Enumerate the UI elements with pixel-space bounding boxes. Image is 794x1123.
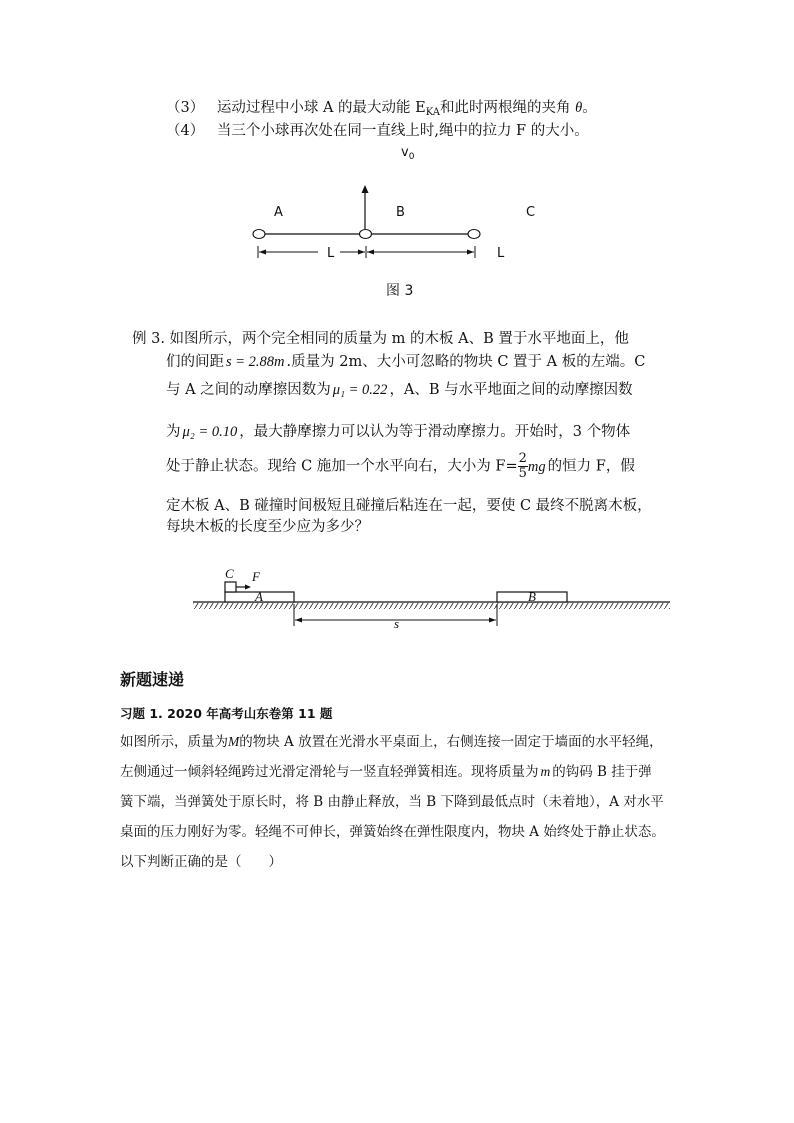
- length-label-2: L: [497, 246, 505, 261]
- math-mu2: μ₂ = 0.10: [182, 424, 238, 440]
- math-mu1: μ₁ = 0.22: [332, 382, 388, 398]
- distance-arrowhead-right: [489, 618, 496, 623]
- math-mg: mg: [527, 458, 546, 475]
- theta-symbol: θ: [575, 100, 583, 116]
- section-title: 新题速递: [120, 670, 185, 689]
- question-3-text-a: 运动过程中小球 A 的最大动能 E: [216, 100, 426, 116]
- figure-3-caption: 图 3: [386, 283, 414, 299]
- problem-line-5: 以下判断正确的是（ ）: [120, 854, 282, 870]
- figure-boards: [0, 560, 794, 640]
- example-3-line-6: 定木板 A、B 碰撞时间极短且碰撞后粘连在一起，要使 C 最终不脱离木板，: [166, 498, 652, 514]
- problem-line-2: 左侧通过一倾斜轻绳跨过光滑定滑轮与一竖直轻弹簧相连。现将质量为 m 的钩码 B 挂于弹: [120, 764, 652, 780]
- example-3-line-5: 处于静止状态。现给 C 施加一个水平向右，大小为 F= $\frac{2}{5}$ mg 的恒力 F，假: [166, 451, 635, 481]
- block-c: [225, 582, 236, 592]
- question-3-text-b: 和此时两根绳的夹角: [440, 100, 571, 116]
- fraction-2-5: $\frac{2}{5}$: [518, 451, 527, 481]
- question-4-text: 当三个小球再次处在同一直线上时,绳中的拉力 F 的大小。: [216, 123, 589, 139]
- force-label: F: [252, 569, 260, 584]
- length-label-1: L: [327, 246, 335, 261]
- question-3-number: （3）: [166, 100, 205, 116]
- ball-c: [468, 230, 480, 239]
- example-3-line-2: 们的间距 s = 2.88m .质量为 2m、大小可忽略的物块 C 置于 A 板的左端。C: [166, 354, 646, 370]
- example-3-line-3: 与 A 之间的动摩擦因数为 μ₁ = 0.22 ，A、B 与水平地面之间的动摩擦因数: [166, 382, 633, 398]
- distance-label: s: [394, 616, 400, 631]
- math-m: m: [540, 764, 551, 779]
- math-M: M: [228, 734, 240, 749]
- distance-arrowhead-left: [295, 618, 302, 623]
- example-3-line-4: 为 μ₂ = 0.10 ，最大静摩擦力可以认为等于滑动摩擦力。开始时，3 个物体: [166, 424, 631, 440]
- board-b-label: B: [528, 589, 536, 604]
- ground-hatching: [193, 603, 670, 609]
- force-arrowhead: [245, 585, 251, 590]
- velocity-arrowhead: [362, 185, 369, 193]
- board-a-label: A: [255, 589, 263, 604]
- problem-line-1: 如图所示，质量为M的物块 A 放置在光滑水平桌面上，右侧连接一固定于墙面的水平轻绳，: [120, 734, 663, 750]
- dimension-lines: [258, 246, 475, 258]
- ball-a-label: A: [274, 205, 283, 220]
- ball-a: [253, 230, 265, 239]
- example-3-line-1: 例 3. 如图所示，两个完全相同的质量为 m 的木板 A、B 置于水平地面上，他: [132, 331, 629, 347]
- ball-b-label: B: [396, 205, 405, 220]
- ball-b: [360, 230, 372, 239]
- problem-line-4: 桌面的压力刚好为零。轻绳不可伸长，弹簧始终在弹性限度内，物块 A 始终处于静止状态。: [120, 824, 665, 840]
- block-c-label: C: [225, 566, 234, 581]
- figure-3: [0, 0, 794, 310]
- question-4-number: （4）: [166, 123, 205, 139]
- v0-label: $v_0$: [401, 145, 415, 162]
- problem-line-3: 簧下端，当弹簧处于原长时，将 B 由静止释放，当 B 下降到最低点时（未着地），A 对水平: [120, 794, 664, 810]
- problem-source: 习题 1. 2020 年高考山东卷第 11 题: [120, 706, 333, 721]
- question-3-end: 。: [582, 100, 597, 116]
- question-3-subscript: KA: [425, 107, 441, 118]
- example-3-line-7: 每块木板的长度至少应为多少？: [166, 519, 369, 535]
- math-s: s = 2.88m: [226, 354, 285, 370]
- ball-c-label: C: [526, 205, 536, 220]
